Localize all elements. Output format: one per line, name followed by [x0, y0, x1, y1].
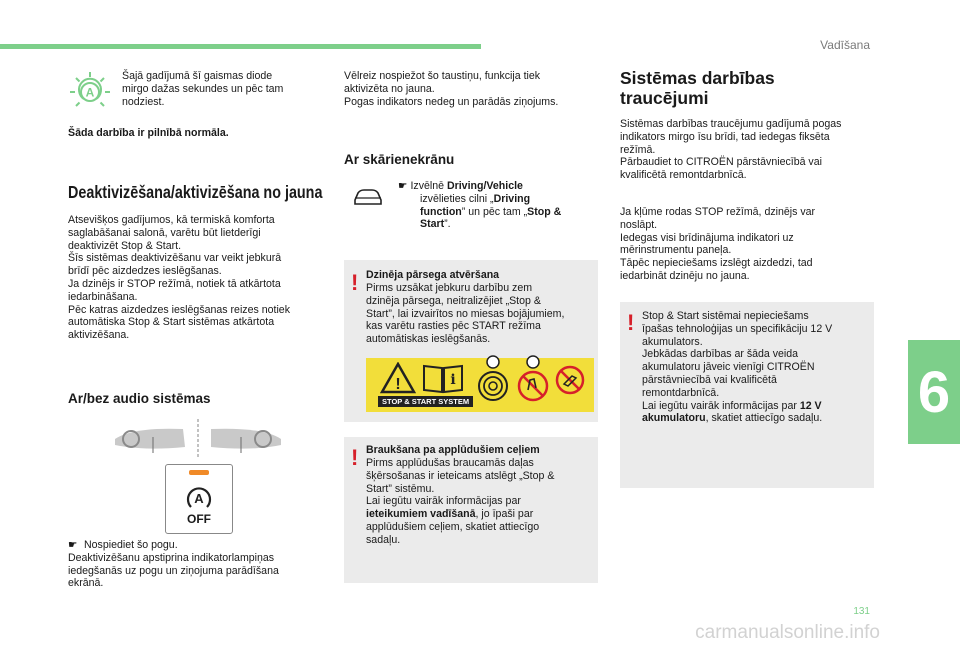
svg-text:A: A	[85, 85, 95, 100]
stop-start-lamp-icon	[68, 70, 112, 114]
audio-heading: Ar/bez audio sistēmas	[68, 391, 211, 406]
stop-start-system-label: STOP & START SYSTEM	[378, 396, 473, 407]
svg-text:A: A	[194, 491, 204, 506]
warning-exclamation-icon: !	[351, 270, 359, 295]
bonnet-warning-box	[344, 260, 598, 422]
warning-triangle-icon	[380, 362, 416, 394]
warning-exclamation-icon: !	[351, 445, 359, 470]
button-indicator-light	[189, 470, 209, 475]
watermark: carmanualsonline.info	[695, 622, 880, 643]
svg-text:i: i	[450, 372, 456, 388]
flooded-roads-warning-box	[344, 437, 598, 583]
bullet-icon: ☛	[68, 539, 78, 551]
off-label: OFF	[187, 512, 211, 526]
bonnet-warning-text: Pirms uzsākat jebkuru darbību zem dzinēja pārsega, neitralizējiet „Stop & Start”, lai izvairītos no miesas bojājumiem, kas varētu rasties pēc START režīma automātiskas ieslēgšanās.	[366, 282, 565, 346]
svg-text:!: !	[395, 376, 401, 393]
battery-info-box	[620, 302, 874, 488]
car-menu-icon	[352, 186, 384, 208]
flooded-warning-title: Braukšana pa applūdušiem ceļiem	[366, 444, 540, 456]
manual-info-icon	[422, 362, 464, 394]
stop-mode-failure-text: Ja kļūme rodas STOP režīmā, dzinējs var noslāpt. Iedegas visi brīdinājuma indikatori uz mērinstrumentu paneļa. Tāpēc nepieciešams izslēgt aizdedzi, tad iedarbināt dzinēju no jauna.	[620, 206, 816, 282]
auto-stop-icon	[183, 485, 215, 511]
reactivation-text: Vēlreiz nospiežot šo taustiņu, funkcija tiek aktivizēta no jauna. Pogas indikators nedeg un parādās ziņojums.	[344, 70, 559, 108]
press-button-text: Nospiediet šo pogu. Deaktivizēšanu apstiprina indikatorlampiņas iedegšanās uz pogu un ziņojuma parādīšana ekrānā.	[68, 539, 279, 590]
malfunction-heading: Sistēmas darbības traucējumi	[620, 68, 775, 108]
menu-instruction: ☛ Izvēlnē Driving/Vehicle izvēlieties cilni „Driving function” un pēc tam „Stop & Start”.	[398, 180, 562, 231]
stop-start-label	[366, 358, 594, 412]
header-accent-bar	[0, 44, 481, 49]
dashboard-illustration	[113, 417, 283, 459]
bonnet-warning-title: Dzinēja pārsega atvēršana	[366, 269, 500, 281]
normal-operation-note: Šāda darbība ir pilnībā normāla.	[68, 127, 229, 139]
menu-driving-vehicle: Driving/Vehicle	[446, 180, 523, 192]
touchscreen-heading: Ar skārienekrānu	[344, 152, 455, 167]
no-fan-icon	[554, 364, 586, 396]
bullet-icon: ☛	[398, 180, 408, 192]
page-number: 131	[853, 606, 870, 617]
lamp-description: Šajā gadījumā šī gaismas diode mirgo dažas sekundes un pēc tam nodziest.	[122, 70, 284, 108]
malfunction-text: Sistēmas darbības traucējumu gadījumā pogas indikators mirgo īsu brīdi, tad iedegas fiksēta režīmā. Pārbaudiet to CITROËN pārstāvniecībā vai kvalificētā remontdarbnīcā.	[620, 118, 842, 182]
battery-info-text: Stop & Start sistēmai nepieciešams īpašas tehnoloģijas un specifikāciju 12 V akumulators. Jebkādas darbības ar šāda veida akumulatoru jāveic vienīgi CITROËN pārstāvniecībā vai kvalificētā remontdarbnīcā. Lai iegūtu vairāk informācijas par 12 V akumulatoru, skatiet attiecīgo sadaļu.	[642, 310, 833, 425]
deactivation-heading: Deaktivizēšana/aktivizēšana no jauna	[68, 182, 323, 202]
no-hand-icon	[516, 354, 550, 410]
deactivation-text: Atsevišķos gadījumos, kā termiskā komforta saglabāšanai salonā, varētu būt lietderīgi deaktivizēt Stop & Start. Šīs sistēmas deaktivizēšanu var veikt jebkurā brīdī pēc aizdedzes ieslēgšanas. Ja dzinējs ir STOP režīmā, notiek tā atkārtota iedarbināšana. Pēc katras aizdedzes ieslēgšanas reizes notiek automātiska Stop & Start sistēmas atkārtota aktivizēšana.	[68, 214, 290, 342]
chapter-tab: 6	[908, 340, 960, 444]
section-title: Vadīšana	[820, 38, 870, 52]
fan-icon	[476, 354, 510, 410]
warning-exclamation-icon: !	[627, 310, 635, 335]
stop-start-off-button[interactable]	[165, 464, 233, 534]
flooded-warning-text: Pirms applūdušas braucamās daļas šķērsošanas ir ieteicams atslēgt „Stop & Start” sistēmu. Lai iegūtu vairāk informācijas par ieteikumiem vadīšanā, jo īpaši par applūdušiem ceļiem, skatiet attiecīgo sadaļu.	[366, 457, 555, 546]
